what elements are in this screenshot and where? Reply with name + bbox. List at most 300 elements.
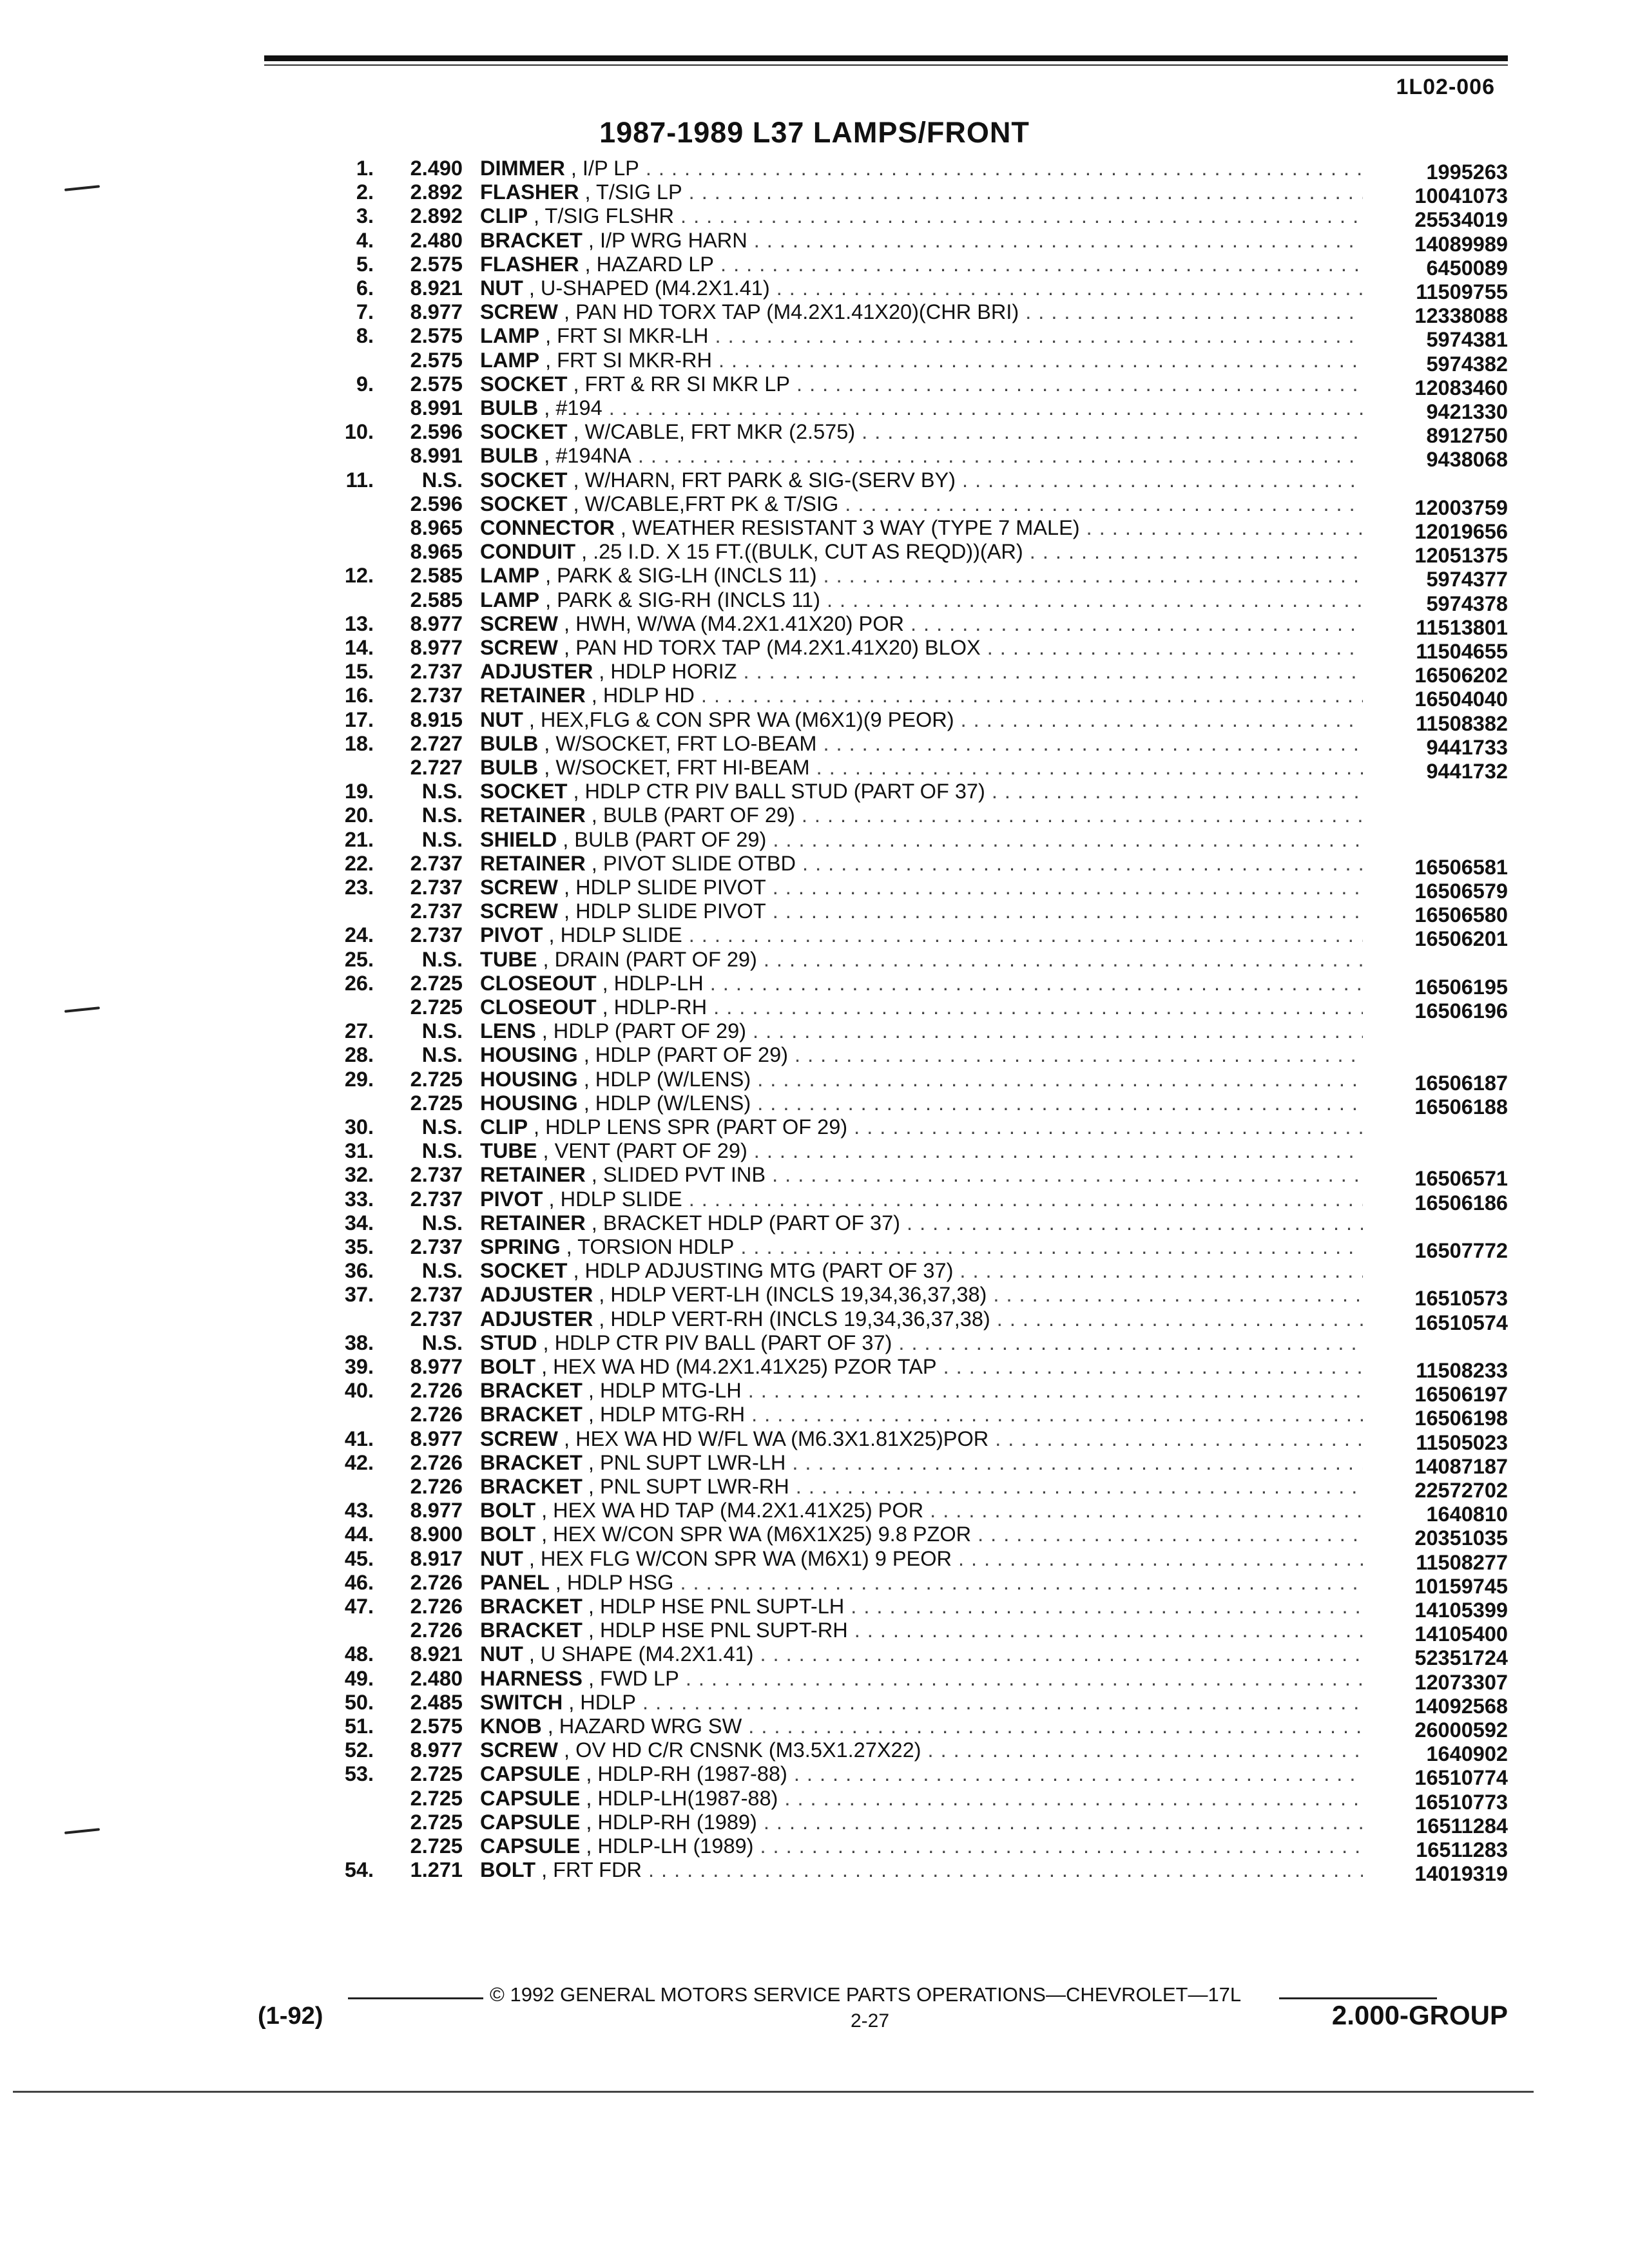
separator: , bbox=[523, 276, 541, 300]
part-name: BOLT bbox=[480, 1523, 536, 1546]
part-name: BRACKET bbox=[480, 1403, 583, 1427]
ref-number: 49. bbox=[344, 1666, 374, 1690]
group-number: 2.726 bbox=[410, 1379, 463, 1403]
parts-row bbox=[0, 1834, 1629, 1861]
part-name: CLIP bbox=[480, 204, 528, 228]
part-number: 12073307 bbox=[1373, 1671, 1508, 1695]
part-detail: FRT SI MKR-LH bbox=[557, 324, 709, 348]
part-name: CONNECTOR bbox=[480, 516, 615, 539]
parts-row bbox=[0, 1738, 1629, 1766]
part-description bbox=[480, 1163, 1363, 1187]
part-description bbox=[480, 1523, 1363, 1546]
footer-group: 2.000-GROUP bbox=[1331, 2000, 1508, 2030]
part-number: 5974378 bbox=[1373, 592, 1508, 616]
parts-row bbox=[0, 1810, 1629, 1838]
ref-number: 46. bbox=[344, 1570, 374, 1594]
part-name: CONDUIT bbox=[480, 540, 576, 564]
separator: , bbox=[585, 803, 603, 827]
group-number: 2.575 bbox=[410, 324, 463, 348]
parts-row bbox=[0, 995, 1629, 1023]
separator: , bbox=[596, 995, 614, 1019]
ref-number: 42. bbox=[344, 1450, 374, 1474]
parts-row bbox=[0, 204, 1629, 232]
part-name: RETAINER bbox=[480, 1163, 586, 1187]
separator: , bbox=[538, 396, 556, 419]
part-description bbox=[480, 1834, 1363, 1858]
part-detail: HDLP (W/LENS) bbox=[595, 1067, 751, 1091]
ref-number: 52. bbox=[344, 1738, 374, 1762]
parts-row bbox=[0, 1115, 1629, 1139]
part-detail: HDLP-RH (1987-88) bbox=[597, 1762, 787, 1786]
part-name: SPRING bbox=[480, 1235, 561, 1258]
part-description bbox=[480, 899, 1363, 923]
part-detail: I/P LP bbox=[582, 157, 639, 180]
part-number: 16510573 bbox=[1373, 1287, 1508, 1311]
part-name: SOCKET bbox=[480, 780, 568, 803]
group-number: 2.480 bbox=[410, 228, 463, 252]
part-name: ADJUSTER bbox=[480, 1307, 593, 1331]
parts-row bbox=[0, 636, 1629, 663]
separator: , bbox=[585, 684, 603, 707]
separator: , bbox=[580, 1834, 598, 1858]
part-detail: W/SOCKET, FRT LO-BEAM bbox=[555, 731, 817, 755]
part-name: SCREW bbox=[480, 899, 558, 923]
group-number: 2.725 bbox=[410, 1067, 463, 1091]
separator: , bbox=[557, 876, 576, 899]
ref-number: 32. bbox=[344, 1163, 374, 1187]
part-detail: PARK & SIG-LH (INCLS 11) bbox=[557, 564, 817, 588]
parts-row bbox=[0, 756, 1629, 783]
part-number: 12003759 bbox=[1373, 496, 1508, 520]
parts-row bbox=[0, 588, 1629, 615]
part-name: CAPSULE bbox=[480, 1762, 581, 1786]
part-detail: FRT FDR bbox=[553, 1858, 642, 1882]
parts-row bbox=[0, 1786, 1629, 1814]
group-number: 2.737 bbox=[410, 876, 463, 899]
separator: , bbox=[560, 1235, 578, 1258]
part-description bbox=[480, 1187, 1363, 1211]
parts-row bbox=[0, 324, 1629, 352]
ref-number: 23. bbox=[344, 876, 374, 899]
parts-row bbox=[0, 1307, 1629, 1334]
separator: , bbox=[528, 1115, 546, 1139]
parts-row bbox=[0, 971, 1629, 999]
group-number: 2.727 bbox=[410, 731, 463, 755]
ref-number: 34. bbox=[344, 1211, 374, 1235]
part-description bbox=[480, 732, 1363, 756]
part-description bbox=[480, 1619, 1363, 1642]
part-name: BULB bbox=[480, 756, 539, 779]
parts-row bbox=[0, 660, 1629, 687]
part-detail: HWH, W/WA (M4.2X1.41X20) POR bbox=[575, 611, 904, 635]
ref-number: 6. bbox=[356, 276, 374, 300]
parts-row bbox=[0, 1211, 1629, 1235]
group-number: N.S. bbox=[421, 1043, 463, 1067]
separator: , bbox=[538, 756, 556, 779]
part-detail: HDLP VERT-LH (INCLS 19,34,36,37,38) bbox=[610, 1283, 987, 1307]
part-detail: HDLP-RH bbox=[613, 995, 708, 1019]
separator: , bbox=[549, 1570, 567, 1594]
part-name: SCREW bbox=[480, 636, 558, 659]
group-number: 2.726 bbox=[410, 1403, 463, 1427]
group-number: 2.737 bbox=[410, 851, 463, 875]
part-detail: HDLP HD bbox=[602, 684, 695, 707]
part-name: SCREW bbox=[480, 1427, 558, 1450]
group-number: 2.737 bbox=[410, 923, 463, 947]
parts-row bbox=[0, 948, 1629, 972]
part-description bbox=[480, 972, 1363, 995]
group-number: 2.726 bbox=[410, 1570, 463, 1594]
parts-row bbox=[0, 803, 1629, 827]
group-number: 2.480 bbox=[410, 1666, 463, 1690]
part-description bbox=[480, 660, 1363, 684]
separator: , bbox=[585, 851, 603, 875]
top-rule bbox=[264, 55, 1508, 61]
part-detail: HDLP-LH(1987-88) bbox=[597, 1786, 778, 1810]
part-number: 9421330 bbox=[1373, 400, 1508, 424]
part-name: SCREW bbox=[480, 876, 558, 899]
part-name: CAPSULE bbox=[480, 1834, 581, 1858]
part-description bbox=[480, 780, 1363, 803]
footer-rule-left bbox=[348, 1997, 483, 1999]
ref-number: 40. bbox=[344, 1379, 374, 1403]
separator: , bbox=[528, 204, 545, 228]
ref-number: 28. bbox=[344, 1043, 374, 1067]
parts-row bbox=[0, 1450, 1629, 1478]
part-description bbox=[480, 995, 1363, 1019]
part-number: 12019656 bbox=[1373, 520, 1508, 544]
group-number: 2.725 bbox=[410, 1091, 463, 1115]
parts-row bbox=[0, 1163, 1629, 1191]
part-number: 16510774 bbox=[1373, 1766, 1508, 1790]
part-name: BRACKET bbox=[480, 1379, 583, 1403]
separator: , bbox=[593, 1307, 611, 1331]
parts-row bbox=[0, 396, 1629, 423]
part-description bbox=[480, 1068, 1363, 1091]
parts-row bbox=[0, 348, 1629, 376]
part-number: 6450089 bbox=[1373, 256, 1508, 280]
part-number: 16506198 bbox=[1373, 1407, 1508, 1430]
ref-number: 45. bbox=[344, 1546, 374, 1570]
parts-row bbox=[0, 1235, 1629, 1262]
ref-number: 9. bbox=[356, 372, 374, 396]
group-number: 8.921 bbox=[410, 1642, 463, 1666]
part-number: 11504655 bbox=[1373, 640, 1508, 664]
part-detail: W/SOCKET, FRT HI-BEAM bbox=[555, 756, 810, 779]
part-description bbox=[480, 1595, 1363, 1619]
part-description bbox=[480, 1547, 1363, 1571]
part-number: 16506580 bbox=[1373, 903, 1508, 927]
part-number: 14105399 bbox=[1373, 1599, 1508, 1622]
separator: , bbox=[523, 1546, 541, 1570]
part-number: 11508233 bbox=[1373, 1359, 1508, 1383]
separator: , bbox=[538, 731, 556, 755]
part-description bbox=[480, 372, 1363, 396]
part-description bbox=[480, 253, 1363, 276]
group-number: N.S. bbox=[421, 827, 463, 851]
part-number: 16506571 bbox=[1373, 1167, 1508, 1191]
part-name: CLIP bbox=[480, 1115, 528, 1139]
separator: , bbox=[567, 372, 585, 396]
separator: , bbox=[567, 780, 585, 803]
part-number: 16507772 bbox=[1373, 1239, 1508, 1263]
part-description bbox=[480, 1738, 1363, 1762]
part-name: SHIELD bbox=[480, 827, 557, 851]
separator: , bbox=[535, 1355, 554, 1378]
parts-row bbox=[0, 157, 1629, 184]
part-description bbox=[480, 948, 1363, 972]
separator: , bbox=[567, 420, 585, 444]
part-name: SOCKET bbox=[480, 492, 568, 515]
parts-row bbox=[0, 492, 1629, 519]
group-number: 2.596 bbox=[410, 492, 463, 515]
part-number: 9441732 bbox=[1373, 760, 1508, 783]
part-description bbox=[480, 229, 1363, 253]
part-number: 11508277 bbox=[1373, 1551, 1508, 1575]
part-detail: HEX WA HD (M4.2X1.41X25) PZOR TAP bbox=[553, 1355, 937, 1378]
separator: , bbox=[577, 1043, 595, 1067]
group-number: 2.490 bbox=[410, 157, 463, 180]
separator: , bbox=[557, 636, 576, 659]
part-name: LAMP bbox=[480, 348, 540, 372]
group-number: 8.977 bbox=[410, 300, 463, 324]
parts-row bbox=[0, 1139, 1629, 1163]
part-number: 16506187 bbox=[1373, 1072, 1508, 1095]
part-detail: HEX W/CON SPR WA (M6X1X25) 9.8 PZOR bbox=[553, 1523, 972, 1546]
part-name: BULB bbox=[480, 444, 539, 468]
part-detail: FRT SI MKR-RH bbox=[557, 348, 712, 372]
part-description bbox=[480, 1691, 1363, 1715]
part-detail: HEX WA HD TAP (M4.2X1.41X25) POR bbox=[553, 1499, 924, 1523]
part-number: 8912750 bbox=[1373, 424, 1508, 448]
part-detail: HDLP MTG-RH bbox=[599, 1403, 746, 1427]
part-description bbox=[480, 420, 1363, 444]
parts-row bbox=[0, 1379, 1629, 1407]
part-detail: HDLP HSE PNL SUPT-RH bbox=[599, 1619, 848, 1642]
part-description bbox=[480, 468, 1363, 492]
part-description bbox=[480, 1451, 1363, 1475]
separator: , bbox=[523, 1642, 541, 1666]
part-name: DIMMER bbox=[480, 157, 565, 180]
part-detail: HEX WA HD W/FL WA (M6.3X1.81X25)POR bbox=[575, 1427, 989, 1450]
part-detail: I/P WRG HARN bbox=[599, 228, 747, 252]
group-number: N.S. bbox=[421, 1019, 463, 1043]
group-number: 2.725 bbox=[410, 971, 463, 995]
group-number: 2.737 bbox=[410, 1235, 463, 1258]
part-name: BULB bbox=[480, 731, 539, 755]
parts-row bbox=[0, 372, 1629, 399]
parts-row bbox=[0, 1403, 1629, 1430]
part-description bbox=[480, 276, 1363, 300]
part-detail: HDLP SLIDE bbox=[560, 923, 682, 947]
part-description bbox=[480, 923, 1363, 947]
part-description bbox=[480, 396, 1363, 420]
separator: , bbox=[582, 1379, 600, 1403]
group-number: 2.575 bbox=[410, 372, 463, 396]
part-number: 16510773 bbox=[1373, 1791, 1508, 1814]
top-rule-thin bbox=[264, 64, 1508, 66]
group-number: 8.991 bbox=[410, 444, 463, 468]
parts-row bbox=[0, 780, 1629, 803]
part-description bbox=[480, 1379, 1363, 1403]
part-description bbox=[480, 1043, 1363, 1067]
group-number: N.S. bbox=[421, 1115, 463, 1139]
part-detail: HDLP (W/LENS) bbox=[595, 1091, 751, 1115]
parts-row bbox=[0, 180, 1629, 208]
part-name: ADJUSTER bbox=[480, 660, 593, 684]
parts-row bbox=[0, 1043, 1629, 1067]
part-number: 16506579 bbox=[1373, 879, 1508, 903]
part-description bbox=[480, 1642, 1363, 1666]
separator: , bbox=[563, 1690, 581, 1714]
parts-row bbox=[0, 1067, 1629, 1095]
part-description bbox=[480, 828, 1363, 852]
part-detail: HDLP VERT-RH (INCLS 19,34,36,37,38) bbox=[610, 1307, 990, 1331]
part-number: 16506581 bbox=[1373, 856, 1508, 879]
part-description bbox=[480, 1259, 1363, 1283]
part-number: 25534019 bbox=[1373, 208, 1508, 232]
group-number: N.S. bbox=[421, 1259, 463, 1283]
group-number: 2.726 bbox=[410, 1475, 463, 1498]
part-detail: HDLP-LH (1989) bbox=[597, 1834, 754, 1858]
parts-row bbox=[0, 1619, 1629, 1646]
group-number: N.S. bbox=[421, 780, 463, 803]
part-description bbox=[480, 756, 1363, 780]
part-name: SCREW bbox=[480, 300, 558, 324]
ref-number: 37. bbox=[344, 1283, 374, 1307]
part-name: PIVOT bbox=[480, 1187, 543, 1211]
ref-number: 53. bbox=[344, 1762, 374, 1786]
part-name: CAPSULE bbox=[480, 1786, 581, 1810]
group-number: 8.977 bbox=[410, 636, 463, 659]
part-description bbox=[480, 1571, 1363, 1595]
part-description bbox=[480, 612, 1363, 636]
part-name: NUT bbox=[480, 1546, 523, 1570]
parts-row bbox=[0, 1019, 1629, 1043]
part-number: 12083460 bbox=[1373, 376, 1508, 400]
ref-number: 7. bbox=[356, 300, 374, 324]
separator: , bbox=[539, 564, 557, 588]
part-name: TUBE bbox=[480, 947, 537, 971]
part-description bbox=[480, 1787, 1363, 1811]
separator: , bbox=[567, 1259, 585, 1283]
part-number: 11508382 bbox=[1373, 712, 1508, 736]
group-number: 2.737 bbox=[410, 1187, 463, 1211]
ref-number: 29. bbox=[344, 1067, 374, 1091]
group-number: 2.725 bbox=[410, 995, 463, 1019]
ref-number: 15. bbox=[344, 660, 374, 684]
separator: , bbox=[557, 1427, 576, 1450]
part-detail: FRT & RR SI MKR LP bbox=[584, 372, 790, 396]
group-number: 8.917 bbox=[410, 1546, 463, 1570]
ref-number: 54. bbox=[344, 1858, 374, 1882]
part-description bbox=[480, 300, 1363, 324]
group-number: 2.892 bbox=[410, 204, 463, 228]
part-description bbox=[480, 1235, 1363, 1259]
part-description bbox=[480, 1211, 1363, 1235]
ref-number: 1. bbox=[356, 157, 374, 180]
part-name: BRACKET bbox=[480, 1619, 583, 1642]
group-number: 8.977 bbox=[410, 1427, 463, 1450]
separator: , bbox=[580, 1786, 598, 1810]
part-name: BOLT bbox=[480, 1499, 536, 1523]
group-number: 2.725 bbox=[410, 1810, 463, 1834]
part-detail: HDLP HORIZ bbox=[610, 660, 737, 684]
ref-number: 30. bbox=[344, 1115, 374, 1139]
part-number: 14087187 bbox=[1373, 1455, 1508, 1479]
parts-row bbox=[0, 1331, 1629, 1355]
separator: , bbox=[543, 923, 561, 947]
separator: , bbox=[523, 707, 541, 731]
separator: , bbox=[537, 1331, 555, 1354]
group-number: 8.991 bbox=[410, 396, 463, 419]
parts-row bbox=[0, 1523, 1629, 1550]
group-number: 2.596 bbox=[410, 420, 463, 444]
ref-number: 17. bbox=[344, 707, 374, 731]
ref-number: 21. bbox=[344, 827, 374, 851]
part-name: SOCKET bbox=[480, 1259, 568, 1283]
part-name: SOCKET bbox=[480, 468, 568, 492]
part-detail: T/SIG LP bbox=[596, 180, 682, 204]
parts-row bbox=[0, 731, 1629, 759]
part-detail: WEATHER RESISTANT 3 WAY (TYPE 7 MALE) bbox=[631, 516, 1080, 539]
copyright-line: © 1992 GENERAL MOTORS SERVICE PARTS OPERATIONS—CHEVROLET—17L bbox=[490, 1983, 1242, 2006]
part-description bbox=[480, 180, 1363, 204]
part-description bbox=[480, 1091, 1363, 1115]
separator: , bbox=[537, 1139, 555, 1163]
part-name: CAPSULE bbox=[480, 1810, 581, 1834]
parts-row bbox=[0, 1762, 1629, 1790]
group-number: 2.737 bbox=[410, 660, 463, 684]
separator: , bbox=[582, 1450, 600, 1474]
part-name: FLASHER bbox=[480, 180, 579, 204]
parts-row bbox=[0, 1499, 1629, 1526]
ref-number: 26. bbox=[344, 971, 374, 995]
group-number: 2.585 bbox=[410, 564, 463, 588]
part-number: 52351724 bbox=[1373, 1646, 1508, 1670]
part-description bbox=[480, 1475, 1363, 1499]
part-detail: HDLP bbox=[580, 1690, 636, 1714]
part-detail: PNL SUPT LWR-RH bbox=[599, 1475, 789, 1498]
part-number: 16506195 bbox=[1373, 975, 1508, 999]
part-number: 16510574 bbox=[1373, 1311, 1508, 1335]
parts-row bbox=[0, 540, 1629, 568]
separator: , bbox=[585, 1163, 603, 1187]
part-number: 14092568 bbox=[1373, 1695, 1508, 1718]
part-detail: T/SIG FLSHR bbox=[545, 204, 674, 228]
part-detail: HDLP SLIDE PIVOT bbox=[575, 876, 766, 899]
part-detail: HDLP (PART OF 29) bbox=[595, 1043, 788, 1067]
separator: , bbox=[582, 1666, 601, 1690]
part-detail: OV HD C/R CNSNK (M3.5X1.27X22) bbox=[575, 1738, 921, 1762]
separator: , bbox=[582, 1619, 600, 1642]
separator: , bbox=[579, 252, 597, 276]
part-number: 20351035 bbox=[1373, 1526, 1508, 1550]
ref-number: 13. bbox=[344, 611, 374, 635]
part-name: LAMP bbox=[480, 324, 540, 348]
separator: , bbox=[539, 348, 557, 372]
part-detail: W/HARN, FRT PARK & SIG-(SERV BY) bbox=[584, 468, 956, 492]
part-name: HOUSING bbox=[480, 1091, 578, 1115]
separator: , bbox=[593, 660, 611, 684]
part-description bbox=[480, 1667, 1363, 1691]
parts-row bbox=[0, 444, 1629, 472]
separator: , bbox=[577, 1091, 595, 1115]
footer-page-number: 2-27 bbox=[850, 2010, 890, 2032]
part-name: HARNESS bbox=[480, 1666, 583, 1690]
separator: , bbox=[593, 1283, 611, 1307]
part-description bbox=[480, 876, 1363, 899]
